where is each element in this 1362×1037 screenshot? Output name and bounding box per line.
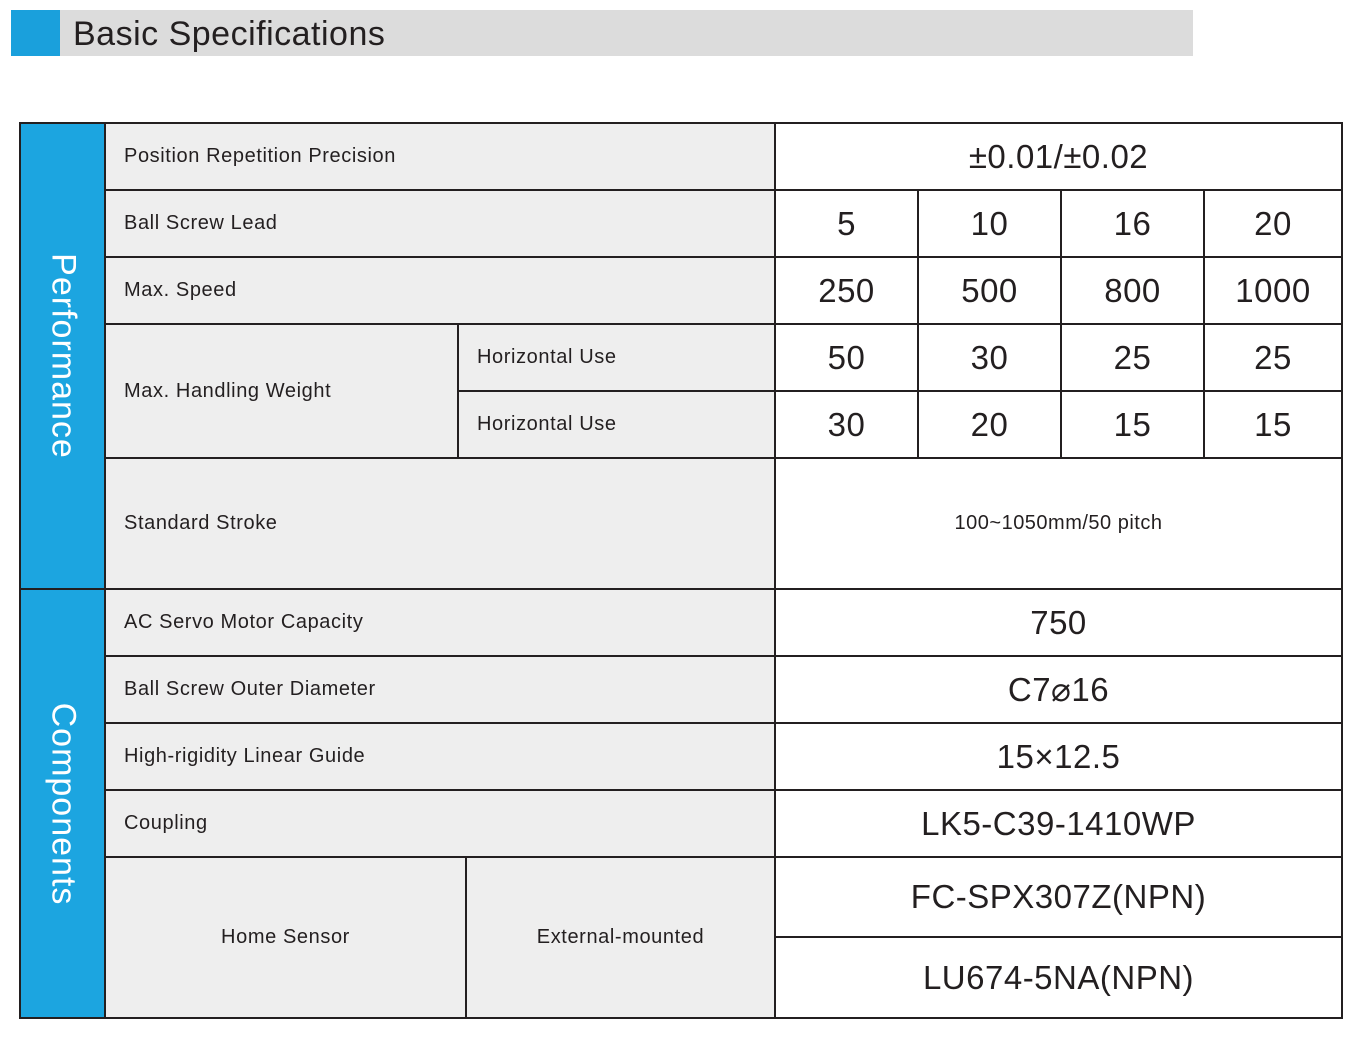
value-weight-h1-4: 25 [1203,323,1343,392]
value-speed-3: 800 [1060,256,1205,325]
row-label-ball-screw-lead: Ball Screw Lead [104,189,776,258]
row-label-coupling: Coupling [104,789,776,858]
value-weight-h1-3: 25 [1060,323,1205,392]
section-performance-label: Performance [44,253,82,459]
header-accent-block [11,10,60,56]
value-weight-h2-4: 15 [1203,390,1343,459]
value-weight-h1-2: 30 [917,323,1062,392]
spec-table [19,122,1343,1019]
value-coupling: LK5-C39-1410WP [774,789,1343,858]
value-position-repetition: ±0.01/±0.02 [774,122,1343,191]
row-label-linear-guide: High-rigidity Linear Guide [104,722,776,791]
row-label-max-handling-weight: Max. Handling Weight [104,323,459,459]
value-speed-4: 1000 [1203,256,1343,325]
sub-label-horizontal-use-2: Horizontal Use [457,390,776,459]
row-label-ac-servo-motor: AC Servo Motor Capacity [104,588,776,657]
value-weight-h1-1: 50 [774,323,919,392]
value-home-sensor-1: FC-SPX307Z(NPN) [774,856,1343,938]
row-label-ball-screw-diameter: Ball Screw Outer Diameter [104,655,776,724]
value-weight-h2-2: 20 [917,390,1062,459]
value-lead-4: 20 [1203,189,1343,258]
sub-label-external-mounted: External-mounted [465,856,776,1019]
row-label-position-repetition: Position Repetition Precision [104,122,776,191]
value-weight-h2-1: 30 [774,390,919,459]
value-weight-h2-3: 15 [1060,390,1205,459]
row-label-home-sensor: Home Sensor [104,856,467,1019]
section-components [19,588,106,1019]
value-home-sensor-2: LU674-5NA(NPN) [774,936,1343,1019]
value-linear-guide: 15×12.5 [774,722,1343,791]
row-label-max-speed: Max. Speed [104,256,776,325]
section-header [11,10,1193,56]
value-speed-1: 250 [774,256,919,325]
value-ac-servo-motor: 750 [774,588,1343,657]
value-lead-1: 5 [774,189,919,258]
section-components-label: Components [44,702,82,905]
value-ball-screw-diameter: C7⌀16 [774,655,1343,724]
value-lead-2: 10 [917,189,1062,258]
value-standard-stroke: 100~1050mm/50 pitch [774,457,1343,590]
value-lead-3: 16 [1060,189,1205,258]
value-speed-2: 500 [917,256,1062,325]
section-performance [19,122,106,590]
sub-label-horizontal-use-1: Horizontal Use [457,323,776,392]
row-label-standard-stroke: Standard Stroke [104,457,776,590]
page-title: Basic Specifications [73,15,386,53]
